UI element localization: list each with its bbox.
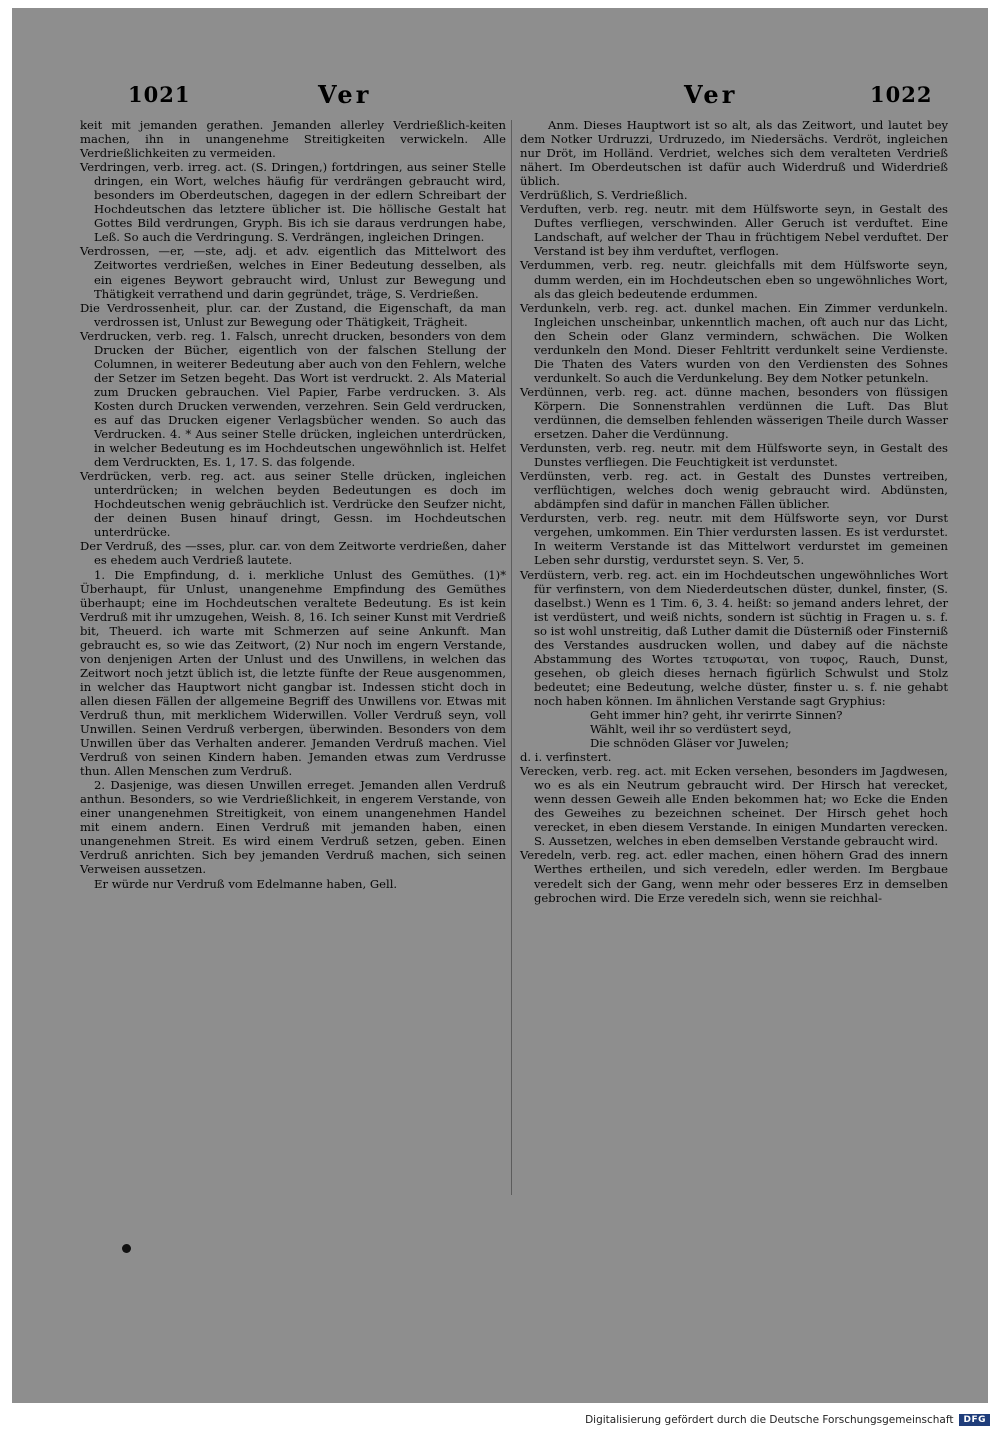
right-paragraph: Anm. Dieses Hauptwort ist so alt, als das Zeitwort, und lautet bey dem Notker Urdruzzi, Urdruzedo, im Niedersächs. Verdröt, ingleichen nur Dröt, im Holländ. Verdriet, welches sich dem veralteten Verdrieß nähert. Im Oberdeutschen ist dafür auch Widerdruß und Widerdrieß üblich. (520, 118, 948, 189)
footer (560, 1410, 990, 1430)
footer-text: Digitalisierung gefördert durch die Deutsche Forschungsgemeinschaft (585, 1414, 954, 1426)
left-column (80, 118, 506, 891)
verse-line: Geht immer hin? geht, ihr verirrte Sinnen? (590, 707, 843, 722)
left-paragraph: 1. Die Empfindung, d. i. merkliche Unlust des Gemüthes. (1)* Überhaupt, für Unlust, unangenehme Empfindung des Gemüthes überhaupt; eine im Hochdeutschen veraltete Bedeutung. Es ist kein Verdruß mit ihr umzugehen, Weish. 8, 16. Ich seiner Kunst mit Verdrieß bit, Theuerd. ich warte mit Schmerzen auf seine Ankunft. Man gebraucht es, so wie das Zeitwort, (2) Nur noch im engern Verstande, von denjenigen Arten der Unlust und des Unwillens, in welchen das Zeitwort noch jetzt üblich ist, die letzte fünfte der Reue ausgenommen, in welcher das Hauptwort nicht gangbar ist. Indessen sticht doch in allen diesen Fällen der allgemeine Begriff des Unwillens vor. Etwas mit Verdruß thun, mit merklichem Widerwillen. Voller Verdruß seyn, voll Unwillen. Seinen Verdruß verbergen, überwinden. Besonders von dem Unwillen über das Verhalten anderer. Jemanden Verdruß machen. Viel Verdruß von seinen Kindern haben. Jemanden etwas zum Verdrusse thun. Allen Menschen zum Verdruß. (80, 567, 506, 779)
left-paragraph: keit mit jemanden gerathen. Jemanden allerley Verdrießlich-keiten machen, ihn in unangenehme Streitigkeiten verwickeln. Alle Verdrießlichkeiten zu vermeiden. (80, 118, 506, 161)
entry-verdruss: Der Verdruß, des —sses, plur. car. von dem Zeitworte verdrießen, daher es ehedem auch Verdrieß lautete. (80, 539, 506, 568)
entry-verdruecken: Verdrücken, verb. reg. act. aus seiner Stelle drücken, ingleichen unterdrücken; in welchen beyden Bedeutungen es doch im Hochdeutschen wenig gebräuchlich ist. Verdrücke den Seufzer nicht, der deinen Busen hinauf dringt, Gessn. im Hochdeutschen unterdrücke. (80, 469, 506, 540)
entry-verdrossenheit: Die Verdrossenheit, plur. car. der Zustand, die Eigenschaft, da man verdrossen ist, Unlust zur Bewegung oder Thätigkeit, Trägheit. (80, 300, 506, 329)
entry-verdrucken: Verdrucken, verb. reg. 1. Falsch, unrecht drucken, besonders von dem Drucken der Bücher, eigentlich von der falschen Stellung der Columnen, in weiterer Bedeutung aber auch von den Fehlern, welche der Setzer im Setzen begeht. Das Wort ist verdruckt. 2. Als Material zum Drucken gebrauchen. Viel Papier, Farbe verdrucken. 3. Als Kosten durch Drucken verwenden, verzehren. Sein Geld verdrucken, es auf das Drucken eigener Verlagsbücher wenden. So auch das Verdrucken. 4. * Aus seiner Stelle drücken, ingleichen unterdrücken, in welcher Bedeutung es im Hochdeutschen ungewöhnlich ist. Helfet dem Verdruckten, Es. 1, 17. S. das folgende. (80, 328, 506, 470)
right-page-number: 1022 (870, 82, 933, 107)
left-paragraph: 2. Dasjenige, was diesen Unwillen erreget. Jemanden allen Verdruß anthun. Besonders, so wie Verdrießlichkeit, in engerem Verstande, von einer unangenehmen Streitigkeit, von einem unangenehmen Handel mit einem andern. Einen Verdruß mit jemanden haben, einen unangenehmen Streit. Es wird einem Verdruß setzen, geben. Einen Verdruß anrichten. Sich bey jemanden Verdruß machen, sich seinen Verweisen aussetzen. (80, 778, 506, 877)
right-paragraph: d. i. verfinstert. (520, 750, 612, 765)
left-paragraph: Er würde nur Verdruß vom Edelmanne haben, Gell. (94, 876, 398, 891)
verse-line: Die schnöden Gläser vor Juwelen; (590, 736, 789, 751)
entry-verdummen: Verdummen, verb. reg. neutr. gleichfalls mit dem Hülfsworte seyn, dumm werden, ein im Hochdeutschen eben so ungewöhnliches Wort, als das gleich bedeutende erdummen. (520, 258, 948, 301)
entry-verdringen: Verdringen, verb. irreg. act. (S. Dringen,) fortdringen, aus seiner Stelle dringen, ein Wort, welches häufig für verdrängen gebraucht wird, besonders im Oberdeutschen, dagegen in der edlern Schreibart der Hochdeutschen das letztere üblicher ist. Die höllische Gestalt hat Gottes Bild verdrungen, Gryph. Bis ich sie daraus verdrungen habe, Leß. So auch die Verdringung. S. Verdrängen, ingleichen Dringen. (80, 160, 506, 245)
right-running-head: Ver (684, 80, 738, 109)
entry-verduensten: Verdünsten, verb. reg. act. in Gestalt des Dunstes vertreiben, verflüchtigen, welches doch wenig gebraucht wird. Abdünsten, abdämpfen sind dafür in manchen Fällen üblicher. (520, 469, 948, 512)
verse-line: Wählt, weil ihr so verdüstert seyd, (590, 722, 792, 737)
entry-verdrossen: Verdrossen, —er, —ste, adj. et adv. eigentlich das Mittelwort des Zeitwortes verdrießen, welches in Einer Bedeutung desselben, als ein eigenes Beywort gebraucht wird, Unlust zur Bewegung und Thätigkeit verrathend und darin gegründet, träge, S. Verdrießen. (80, 244, 506, 301)
entry-verdunkeln: Verdunkeln, verb. reg. act. dunkel machen. Ein Zimmer verdunkeln. Ingleichen unscheinbar, unkenntlich machen, oft auch nur das Licht, den Schein oder Glanz vermindern, schwächen. Die Wolken verdunkeln den Mond. Dieser Fehltritt verdunkelt seine Verdienste. Die Thaten des Vaters wurden von den Verdiensten des Sohnes verdunkelt. So auch die Verdunkelung. Bey dem Notker petunkeln. (520, 300, 948, 385)
entry-veredeln: Veredeln, verb. reg. act. edler machen, einen höhern Grad des innern Werthes ertheilen, und sich veredeln, edler werden. Im Bergbaue veredelt sich der Gang, wenn mehr oder besseres Erz in demselben gebrochen wird. Die Erze veredeln sich, wenn sie reichhal- (520, 848, 948, 905)
entry-verduestern: Verdüstern, verb. reg. act. ein im Hochdeutschen ungewöhnliches Wort für verfinstern, von dem Niederdeutschen düster, dunkel, finster, (S. daselbst.) Wenn es 1 Tim. 6, 3. 4. heißt: so jemand anders lehret, der ist verdüstert, und weiß nichts, sondern ist süchtig in Fragen u. s. f. so ist wohl unstreitig, daß Luther damit die Düsterniß oder Finsterniß des Verstandes ausdrucken wollen, und dabey auf die nächste Abstammung des Wortes τετυφωται, von τυφος, Rauch, Dunst, gesehen, ob gleich dieses hernach figürlich Schwulst und Stolz bedeutet; eine Bedeutung, welche düster, finster u. s. f. nie gehabt noch haben können. Im ähnlichen Verstande sagt Gryphius: (520, 567, 948, 708)
left-page-number: 1021 (128, 82, 191, 107)
entry-verdruesslich: Verdrüßlich, S. Verdrießlich. (520, 188, 688, 203)
entry-verdursten: Verdursten, verb. reg. neutr. mit dem Hülfsworte seyn, vor Durst vergehen, umkommen. Ein Thier verdursten lassen. Es ist verdurstet. In weiterm Verstande ist das Mittelwort verdurstet im gemeinen Leben sehr durstig, verdurstet seyn. S. Ver, 5. (520, 511, 948, 568)
dfg-logo: DFG (959, 1414, 990, 1426)
entry-verduennen: Verdünnen, verb. reg. act. dünne machen, besonders von flüssigen Körpern. Die Sonnenstrahlen verdünnen die Luft. Das Blut verdünnen, die demselben fehlenden wässerigen Theile durch Wasser ersetzen. Daher die Verdünnung. (520, 384, 948, 442)
entry-verduften: Verduften, verb. reg. neutr. mit dem Hülfsworte seyn, in Gestalt des Duftes verfliegen, verschwinden. Aller Geruch ist verduftet. Eine Landschaft, auf welcher der Thau in früchtigem Nebel verduftet. Der Verstand ist bey ihm verduftet, verflogen. (520, 202, 948, 259)
entry-verdunsten: Verdunsten, verb. reg. neutr. mit dem Hülfsworte seyn, in Gestalt des Dunstes verfliegen. Die Feuchtigkeit ist verdunstet. (520, 441, 948, 470)
right-column (520, 118, 948, 905)
entry-verecken: Verecken, verb. reg. act. mit Ecken versehen, besonders im Jagdwesen, wo es als ein Neutrum gebraucht wird. Der Hirsch hat verecket, wenn dessen Geweih alle Enden bekommen hat; wo Ecke die Enden des Geweihes zu bezeichnen scheinet. Der Hirsch gehet hoch verecket, in eben diesem Verstande. In einigen Mundarten verecken. S. Aussetzen, welches in eben demselben Verstande gebraucht wird. (520, 764, 948, 849)
left-running-head: Ver (318, 80, 372, 109)
ink-dot (122, 1244, 131, 1253)
column-divider (511, 120, 512, 1195)
